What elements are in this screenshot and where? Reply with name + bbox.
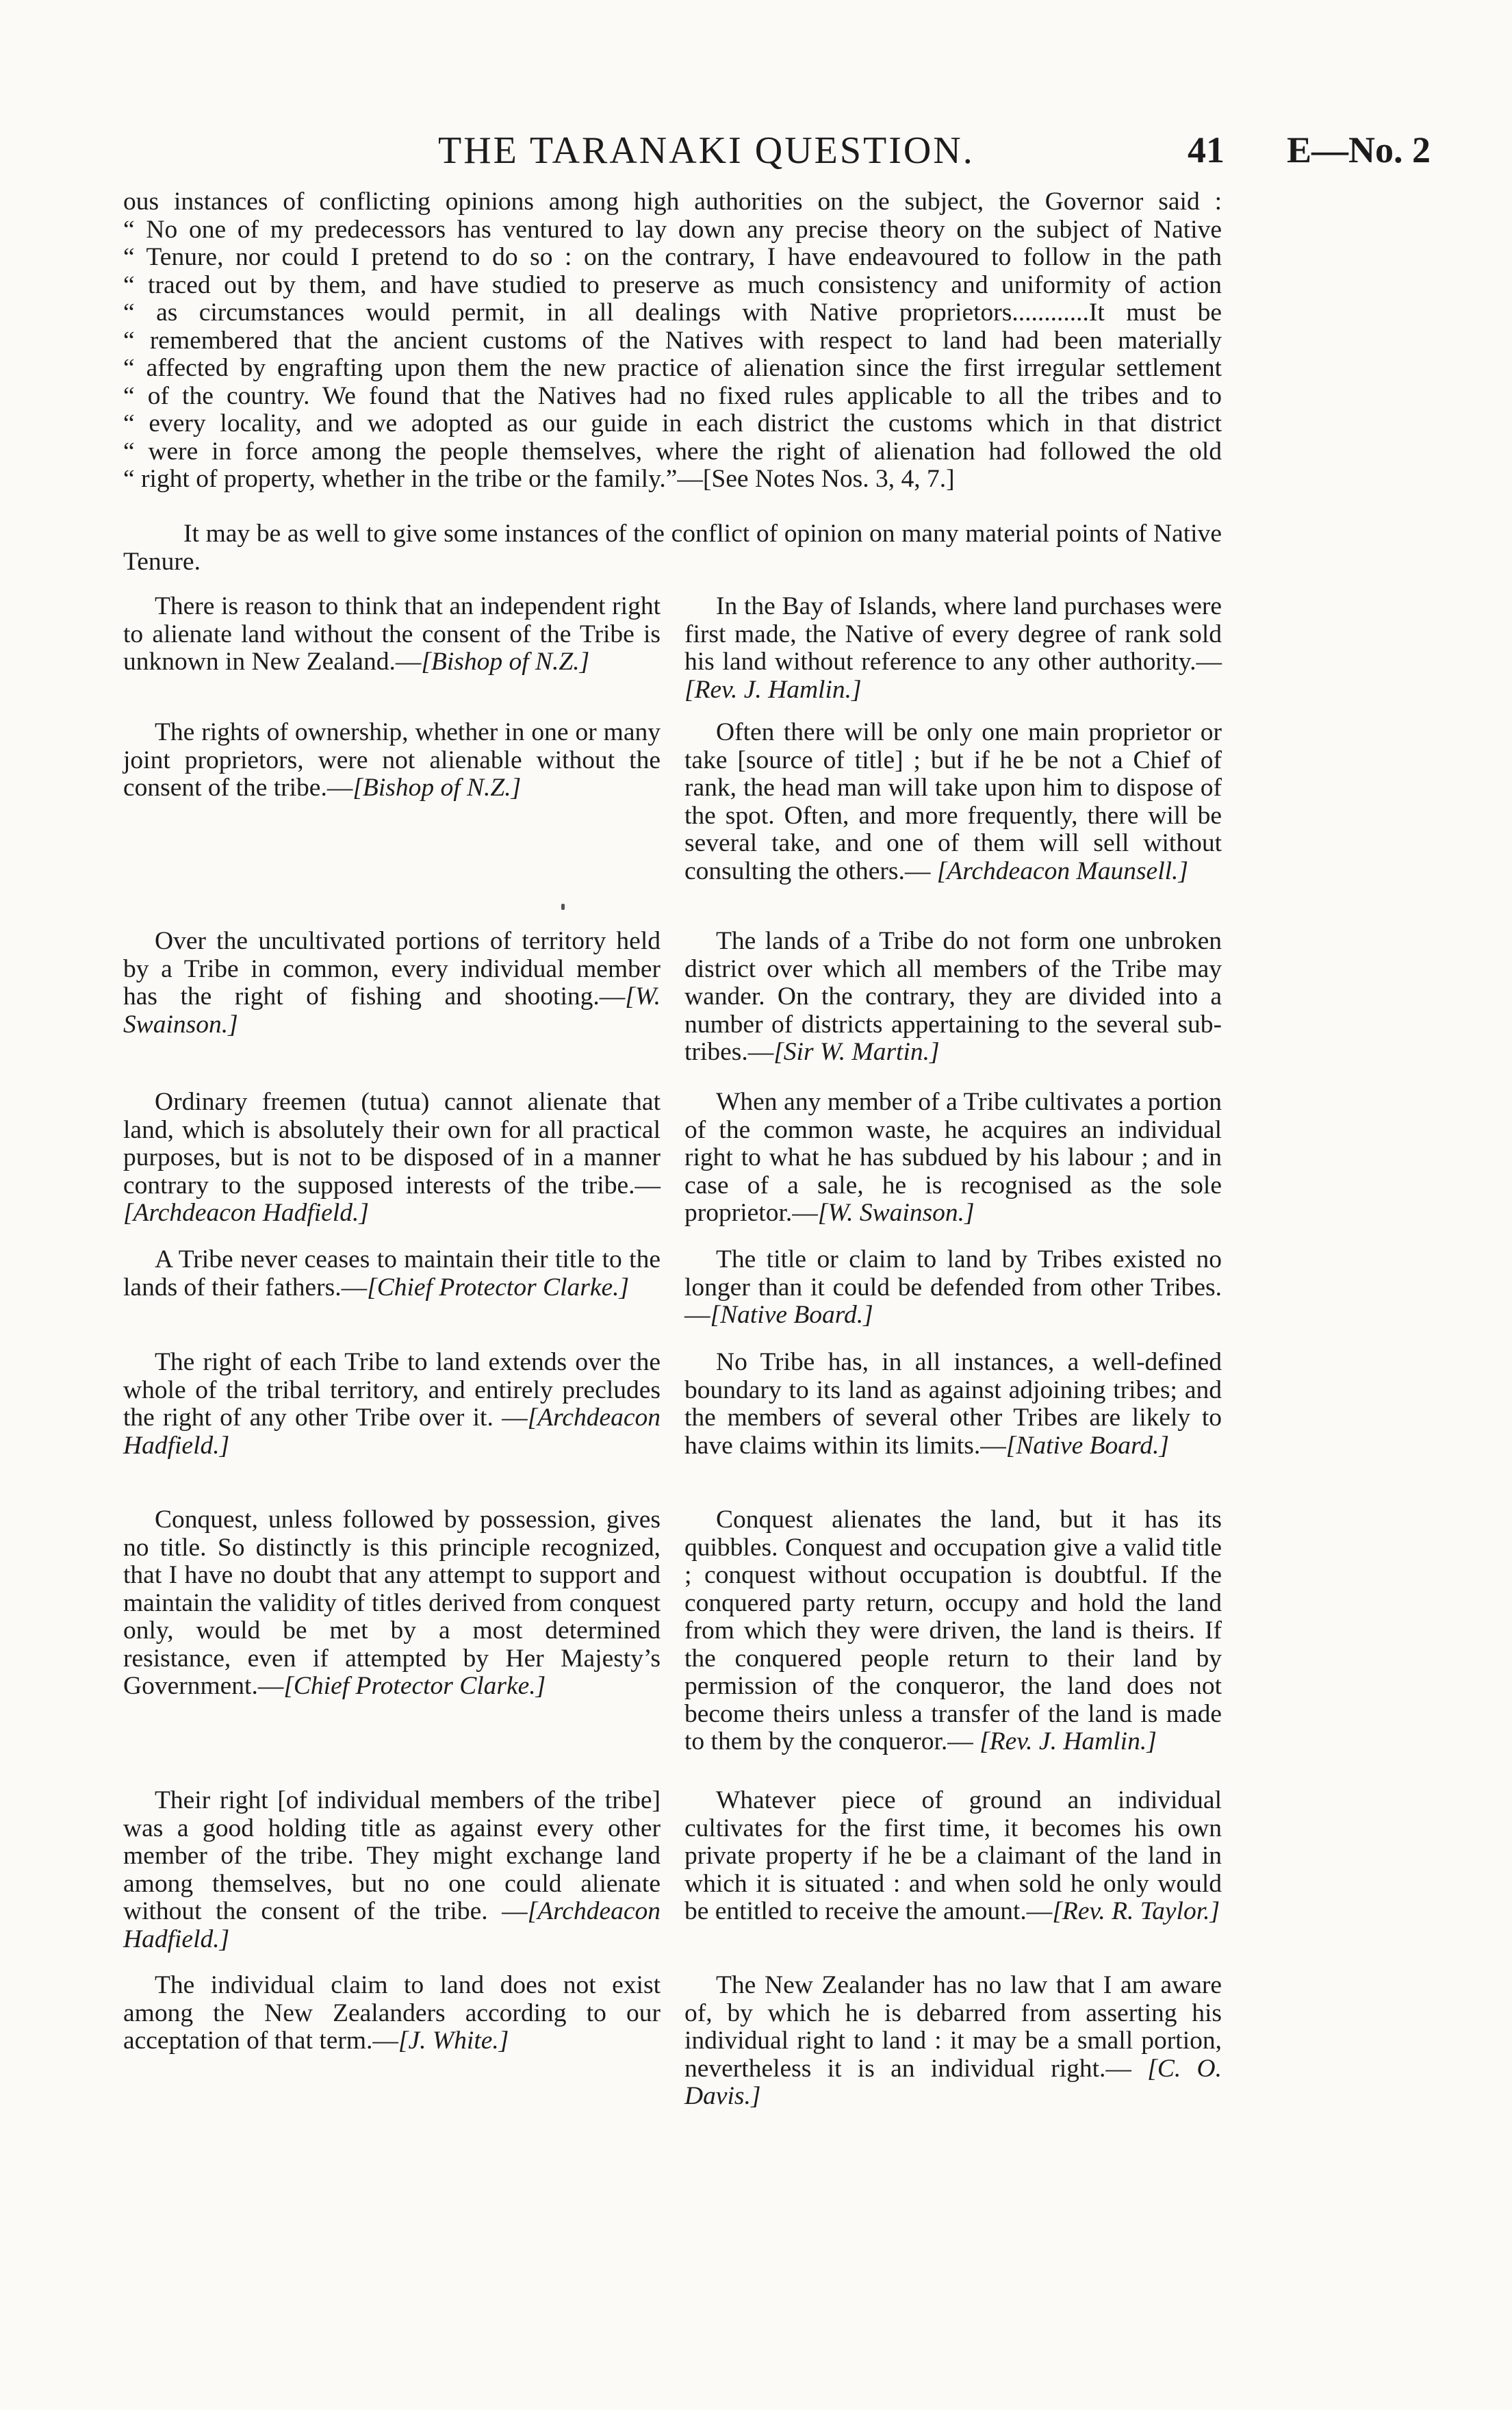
opinion-text: When any member of a Tribe cultivates a portion of the common waste, he acquires an individual right to what he has subdued by his labour ; and in case of a sale, he is recognised as the sole proprietor.— [684, 1088, 1222, 1227]
opinion-paragraph [123, 719, 661, 802]
document-reference: E—No. 2 [1287, 129, 1431, 170]
opinion-text: Ordinary freemen (tutua) cannot alienate that land, which is absolutely their own for all practical purposes, but is not to be disposed of in a manner contrary to the supposed interests of the tribe.— [123, 1088, 661, 1200]
opinion-text: No Tribe has, in all instances, a well-defined boundary to its land as against adjoining tribes; and the members of several other Tribes are likely to have claims within its limits.— [684, 1348, 1222, 1460]
opinion-paragraph [684, 1787, 1222, 1926]
quote-line: “ were in force among the people themselves, where the right of alienation had followed the old [123, 437, 1222, 466]
opinion-text: There is reason to think that an independent right to alienate land without the consent of the Tribe is unknown in New Zealand.— [123, 592, 661, 676]
opinion-source: [C. O. Davis.] [684, 2054, 1222, 2110]
opinion-source: [Native Board.] [710, 1301, 873, 1329]
quote-line: “ Tenure, nor could I pretend to do so : on the contrary, I have endeavoured to follow in the path [123, 243, 1222, 271]
opinion-source: [Bishop of N.Z.] [353, 774, 522, 802]
intro-paragraph: It may be as well to give some instances of the conflict of opinion on many material points of Native Tenure. [123, 520, 1222, 576]
opinion-text: The title or claim to land by Tribes existed no longer than it could be defended from other Tribes.— [684, 1245, 1222, 1329]
opinion-source: [Archdeacon Hadfield.] [123, 1199, 369, 1227]
quote-line: “ as circumstances would permit, in all dealings with Native proprietors............It must be [123, 299, 1222, 327]
opinion-paragraph [684, 719, 1222, 885]
opinion-source: [W. Swainson.] [817, 1199, 975, 1227]
opinion-source: [Chief Protector Clarke.] [283, 1672, 546, 1700]
opinion-paragraph [684, 1972, 1222, 2111]
quote-line: “ affected by engrafting upon them the new practice of alienation since the first irregular settlement [123, 354, 1222, 382]
opinion-paragraph [684, 593, 1222, 704]
quote-line: ous instances of conflicting opinions among high authorities on the subject, the Governor said : [123, 188, 1222, 216]
running-title: THE TARANAKI QUESTION. [438, 129, 975, 172]
quote-line: “ of the country. We found that the Natives had no fixed rules applicable to all the tribes and to [123, 381, 1222, 410]
opinion-text: Conquest, unless followed by possession, gives no title. So distinctly is this principle recognized, that I have no doubt that any attempt to support and maintain the validity of titles derived from conquest only, would be met by a most determined resistance, even if attempted by Her Majesty’s Government.— [123, 1506, 661, 1700]
opinion-paragraph [123, 1972, 661, 2055]
opinion-source: [Archdeacon Hadfield.] [123, 1897, 661, 1953]
opinion-text: Conquest alienates the land, but it has its quibbles. Conquest and occupation give a valid title ; conquest without occupation is doubtful. If the conquered party return, occupy and hold the land from which they were driven, the land is theirs. If the conquered people return to their land by permission of the conqueror, the land does not become theirs unless a transfer of the land is made to them by the conqueror.— [684, 1506, 1222, 1755]
opinion-text: In the Bay of Islands, where land purchases were first made, the Native of every degree of rank sold his land without reference to any other authority.— [684, 592, 1222, 676]
quote-line: “ right of property, whether in the tribe or the family.”—[See Notes Nos. 3, 4, 7.] [123, 465, 955, 493]
opinion-source: [Rev. J. Hamlin.] [684, 675, 862, 704]
opinion-source: [W. Swainson.] [123, 982, 661, 1039]
opinion-text: The individual claim to land does not exist among the New Zealanders according to our acceptation of that term.— [123, 1971, 661, 2055]
opinion-text: Their right [of individual members of the tribe] was a good holding title as against every other member of the tribe. They might exchange land among themselves, but no one could alienate without the consent of the tribe. — [123, 1786, 661, 1925]
quote-line: “ No one of my predecessors has ventured to lay down any precise theory on the subject of Native [123, 215, 1222, 244]
opinion-source: [J. White.] [398, 2027, 509, 2055]
print-mark [561, 904, 565, 910]
opinion-source: [Chief Protector Clarke.] [367, 1273, 630, 1302]
page-header [0, 123, 1512, 178]
governor-quote [123, 188, 1222, 494]
opinion-source: [Rev. J. Hamlin.] [979, 1727, 1157, 1755]
opinion-text: Often there will be only one main proprietor or take [source of title] ; but if he be not a Chief of rank, the head man will take upon him to dispose of the spot. Often, and more frequently, there will be several take, and one of them will sell without consulting the others.— [684, 718, 1222, 885]
opinion-paragraph [123, 928, 661, 1039]
opinion-paragraph [684, 928, 1222, 1067]
opinion-source: [Bishop of N.Z.] [421, 648, 590, 676]
opinion-source: [Rev. R. Taylor.] [1052, 1897, 1220, 1925]
opinion-paragraph [684, 1349, 1222, 1460]
opinion-text: The New Zealander has no law that I am aware of, by which he is debarred from asserting his individual right to land : it may be a small portion, nevertheless it is an individual right.— [684, 1971, 1222, 2083]
opinion-paragraph [123, 1506, 661, 1701]
opinion-text: A Tribe never ceases to maintain their title to the lands of their fathers.— [123, 1245, 661, 1302]
opinion-source: [Native Board.] [1005, 1431, 1169, 1460]
opinion-source: [Archdeacon Hadfield.] [123, 1404, 661, 1460]
opinion-paragraph [123, 1787, 661, 1953]
page-number: 41 [1188, 129, 1225, 170]
opinion-paragraph [684, 1506, 1222, 1756]
opinion-text: Whatever piece of ground an individual cultivates for the first time, it becomes his own private property if he be a claimant of the land in which it is situated : and when sold he only would be entitled to receive the amount.— [684, 1786, 1222, 1925]
opinion-paragraph [123, 1089, 661, 1228]
opinion-paragraph [123, 1246, 661, 1302]
opinion-paragraph [123, 1349, 661, 1460]
opinion-source: [Archdeacon Maunsell.] [936, 857, 1188, 885]
quote-line: “ remembered that the ancient customs of the Natives with respect to land had been materially [123, 326, 1222, 355]
opinion-paragraph [684, 1246, 1222, 1330]
opinion-paragraph [123, 593, 661, 676]
opinion-text: Over the uncultivated portions of territory held by a Tribe in common, every individual member has the right of fishing and shooting.— [123, 927, 661, 1011]
opinion-text: The right of each Tribe to land extends over the whole of the tribal territory, and entirely precludes the right of any other Tribe over it. — [123, 1348, 661, 1432]
opinion-source: [Sir W. Martin.] [773, 1038, 940, 1066]
opinion-paragraph [684, 1089, 1222, 1228]
quote-line: “ traced out by them, and have studied to preserve as much consistency and uniformity of action [123, 270, 1222, 299]
opinion-text: The rights of ownership, whether in one or many joint proprietors, were not alienable without the consent of the tribe.— [123, 718, 661, 802]
opinion-text: The lands of a Tribe do not form one unbroken district over which all members of the Tribe may wander. On the contrary, they are divided into a number of districts appertaining to the several sub-tribes.— [684, 927, 1222, 1066]
quote-line: “ every locality, and we adopted as our guide in each district the customs which in that district [123, 409, 1222, 437]
